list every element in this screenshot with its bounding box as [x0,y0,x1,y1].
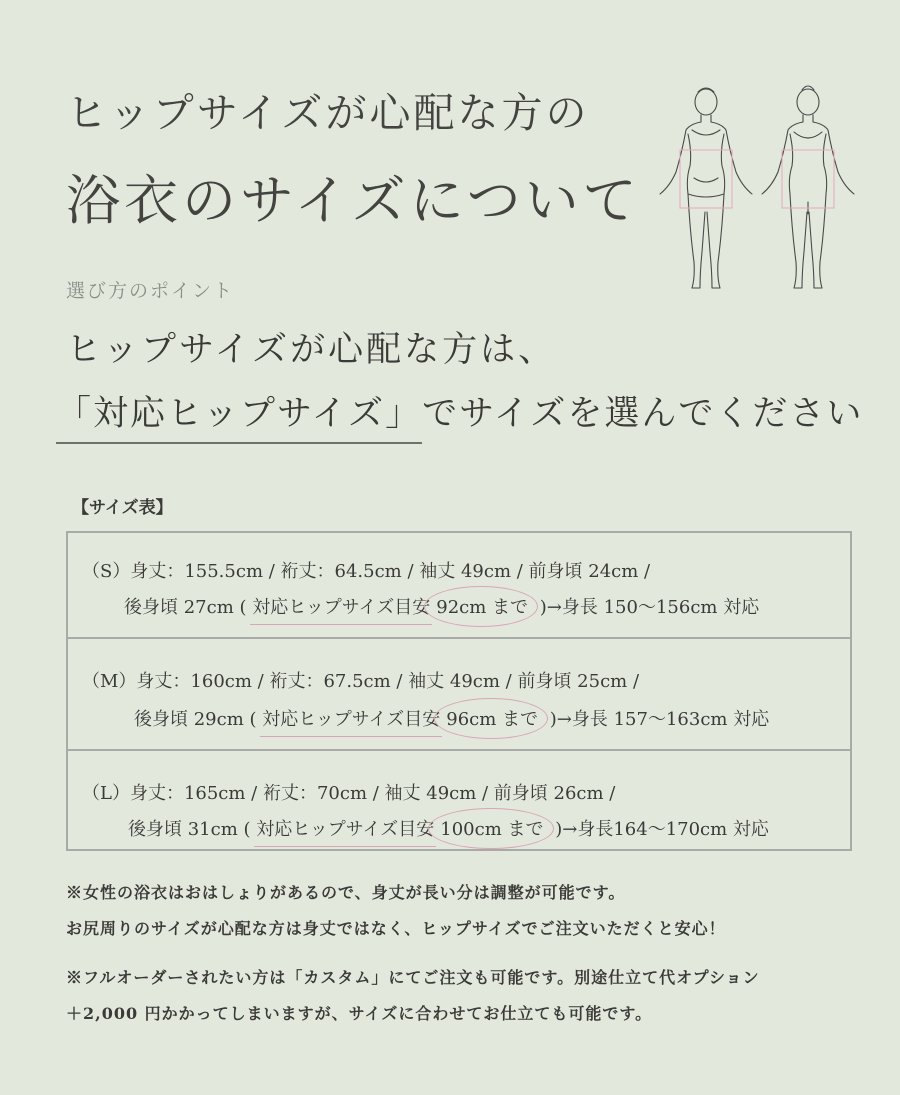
page-title-line2: 浴衣のサイズについて [66,169,641,232]
page-title-line1: ヒップサイズが心配な方の [66,89,590,137]
row-height-range: )→身長 150〜156cm 対応 [534,597,760,618]
hip-size-value: 100cm まで [434,815,549,841]
point-label: 選び方のポイント [66,280,235,302]
table-row [68,533,850,637]
table-row [68,749,850,851]
point-line2 [56,386,863,436]
row-line2 [124,593,759,619]
row-line2 [128,815,769,841]
point-highlight: 「対応ヒップサイズ」 [56,394,422,444]
row-line1: （M）身丈：160cm / 裄丈：67.5cm / 袖丈 49cm / 前身頃 25cm / [82,671,640,692]
size-table [66,531,852,851]
note2-line1: ※フルオーダーされたい方は「カスタム」にてご注文も可能です。別途仕立て代オプション [66,968,760,987]
row-line2 [134,705,769,731]
hip-size-label: 対応ヒップサイズ目安 [262,705,440,731]
note1-line2: お尻周りのサイズが心配な方は身丈ではなく、ヒップサイズでご注文いただくと安心！ [66,919,726,938]
row-height-range: )→身長 157〜163cm 対応 [544,709,770,730]
row-line1: （S）身丈：155.5cm / 裄丈：64.5cm / 袖丈 49cm / 前身頃 24cm / [82,561,651,582]
size-table-label: 【サイズ表】 [72,498,173,518]
point-line2-rest: でサイズを選んでください [422,394,864,434]
row-back-length: 後身頃 29cm ( [134,709,263,730]
note1-line1: ※女性の浴衣はおはしょりがあるので、身丈が長い分は調整が可能です。 [66,883,626,902]
hip-size-value: 92cm まで [430,593,534,619]
row-height-range: )→身長164〜170cm 対応 [549,819,769,840]
note2-line2: ＋2,000 円かかってしまいますが、サイズに合わせてお仕立ても可能です。 [66,1004,653,1023]
hip-size-label: 対応ヒップサイズ目安 [256,815,434,841]
hip-size-value: 96cm まで [440,705,544,731]
row-back-length: 後身頃 31cm ( [128,819,257,840]
row-back-length: 後身頃 27cm ( [124,597,253,618]
row-line1: （L）身丈：165cm / 裄丈：70cm / 袖丈 49cm / 前身頃 26cm / [82,783,616,804]
hip-size-label: 対応ヒップサイズ目安 [252,593,430,619]
point-line1: ヒップサイズが心配な方は、 [66,330,557,370]
table-row [68,637,850,749]
body-measurement-figures-icon [648,82,868,297]
